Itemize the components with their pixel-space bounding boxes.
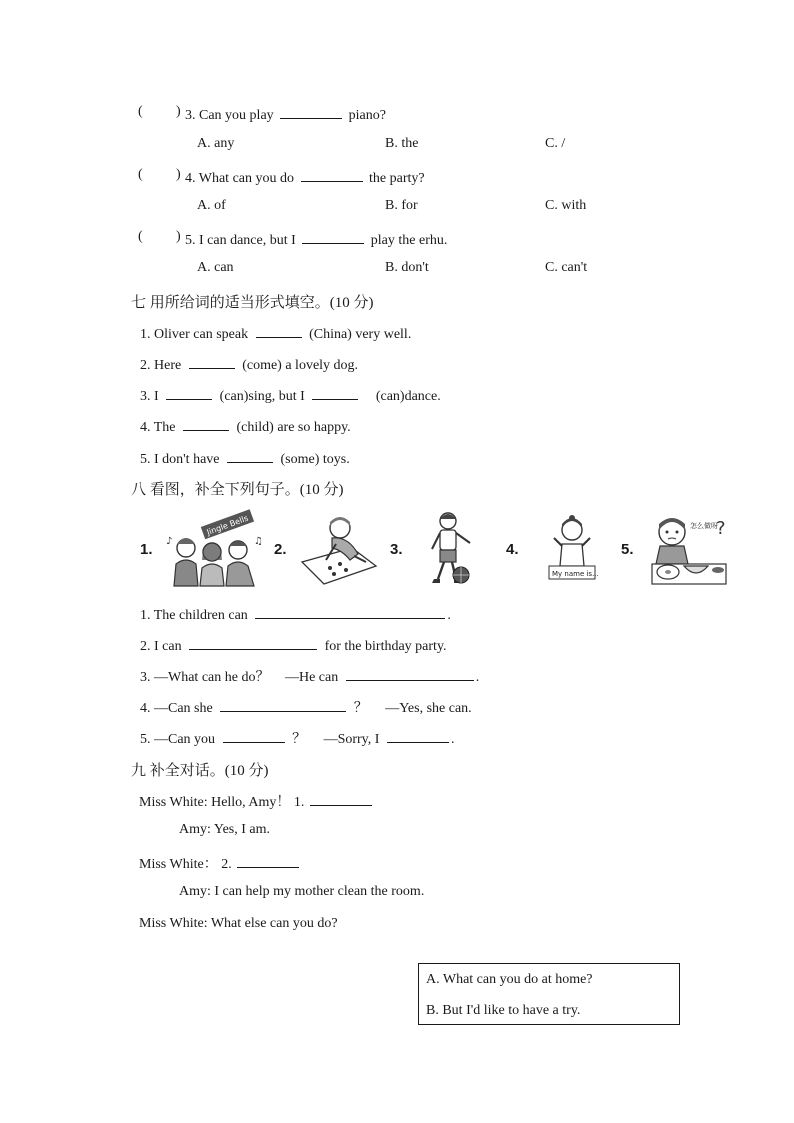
answer-paren-open: ( <box>138 167 143 182</box>
item-text: 5. I don't have <box>140 452 220 467</box>
item-text-end: (child) are so happy. <box>236 420 351 435</box>
speaker-name: Amy: <box>179 884 211 899</box>
fill-item-4 <box>140 416 351 436</box>
option-c: C. can't <box>545 260 588 275</box>
option-c: C. with <box>545 198 587 213</box>
picture-item-1 <box>140 604 451 624</box>
item-text-mid: (can)sing, but I <box>219 389 305 404</box>
answer-paren-open: ( <box>138 229 143 244</box>
speaker-name: Amy: <box>179 822 211 837</box>
answer-blank[interactable] <box>301 167 363 182</box>
option-a: A. any <box>197 136 235 151</box>
item-text-end: . <box>450 732 455 747</box>
boy-drawing-image <box>296 514 380 586</box>
dialogue-text: What else can you do? <box>210 916 338 931</box>
option-b: B. don't <box>385 260 429 275</box>
svg-text:♪: ♪ <box>166 536 173 547</box>
item-text: 2. Here <box>140 358 182 373</box>
dialogue-line-2 <box>179 822 270 838</box>
item-text-end: (come) a lovely dog. <box>242 358 359 373</box>
answer-paren-open: ( <box>138 104 143 119</box>
option-a: A. of <box>197 198 226 213</box>
answer-blank[interactable] <box>223 728 285 743</box>
answer-blank[interactable] <box>189 354 235 369</box>
picture-number-5: 5. <box>621 541 634 558</box>
item-text: 5. —Can you <box>140 732 216 747</box>
item-text-end: for the birthday party. <box>324 639 447 654</box>
answer-blank[interactable] <box>255 604 445 619</box>
dialogue-line-4 <box>179 884 424 900</box>
question-stem: 4. What can you do <box>185 171 294 186</box>
picture-number-4: 4. <box>506 541 519 558</box>
answer-paren-close: ) <box>176 104 181 119</box>
picture-item-4 <box>140 697 472 717</box>
item-text-end: . <box>475 670 480 685</box>
dialogue-option-a: A. What can you do at home? <box>426 972 593 987</box>
answer-blank[interactable] <box>387 728 449 743</box>
item-text-mid: —He can <box>284 670 339 685</box>
answer-blank[interactable] <box>237 853 299 868</box>
section-8-title: 八 看图，补全下列句子。(10 分) <box>131 482 344 498</box>
item-answer-text: —Sorry, I <box>323 732 380 747</box>
dialogue-line-1 <box>139 791 372 811</box>
item-text: 1. The children can <box>140 608 248 623</box>
dialogue-line-5 <box>139 916 338 932</box>
dialogue-text: 2. <box>221 857 232 872</box>
question-stem-end: the party? <box>369 171 425 186</box>
svg-text:?: ? <box>716 518 726 539</box>
option-b: B. for <box>385 198 418 213</box>
section-9-title: 九 补全对话。(10 分) <box>131 763 269 779</box>
item-text-mid: ？ <box>353 701 368 716</box>
item-text: 1. Oliver can speak <box>140 327 249 342</box>
answer-blank[interactable] <box>312 385 358 400</box>
picture-number-2: 2. <box>274 541 287 558</box>
fill-item-1 <box>140 323 411 343</box>
thought-text: 怎么做呀 <box>690 522 718 530</box>
item-text-end: . <box>447 608 451 623</box>
girl-cooking-image <box>648 512 730 588</box>
picture-number-3: 3. <box>390 541 403 558</box>
option-c: C. / <box>545 136 566 151</box>
song-sign-text: Jingle Bells <box>205 513 250 537</box>
option-a: A. can <box>197 260 234 275</box>
item-text: 4. —Can she <box>140 701 213 716</box>
answer-blank[interactable] <box>220 697 346 712</box>
speaker-name: Miss White: <box>139 916 208 931</box>
dialogue-text: I can help my mother clean the room. <box>214 884 425 899</box>
boy-basketball-image <box>424 511 480 589</box>
speaker-name: Miss White: <box>139 795 208 810</box>
answer-blank[interactable] <box>166 385 212 400</box>
answer-blank[interactable] <box>189 635 317 650</box>
dialogue-text: Yes, I am. <box>213 822 271 837</box>
question-stem: 5. I can dance, but I <box>185 233 296 248</box>
svg-text:♫: ♫ <box>254 536 263 547</box>
item-answer-text: —Yes, she can. <box>385 701 472 716</box>
item-text-end: (China) very well. <box>309 327 412 342</box>
dialogue-option-b: B. But I'd like to have a try. <box>426 1003 581 1018</box>
answer-paren-close: ) <box>176 229 181 244</box>
picture-item-5 <box>140 728 454 748</box>
speaker-name: Miss White： <box>139 857 218 872</box>
picture-number-1: 1. <box>140 541 153 558</box>
item-text-end: (some) toys. <box>280 452 350 467</box>
fill-item-5 <box>140 448 350 468</box>
item-text-mid: ？ <box>292 732 307 747</box>
item-text: 3. I <box>140 389 159 404</box>
question-stem: 3. Can you play <box>185 108 274 123</box>
question-stem-end: piano? <box>348 108 386 123</box>
item-text: 2. I can <box>140 639 182 654</box>
fill-item-3 <box>140 385 441 405</box>
fill-item-2 <box>140 354 358 374</box>
item-text: 4. The <box>140 420 176 435</box>
answer-blank[interactable] <box>346 666 474 681</box>
children-singing-image <box>162 514 262 586</box>
answer-blank[interactable] <box>256 323 302 338</box>
option-b: B. the <box>385 136 419 151</box>
girl-introducing-image <box>546 514 598 584</box>
answer-blank[interactable] <box>310 791 372 806</box>
answer-blank[interactable] <box>280 104 342 119</box>
answer-blank[interactable] <box>302 229 364 244</box>
answer-blank[interactable] <box>183 416 229 431</box>
name-sign-text: My name is... <box>552 570 599 578</box>
dialogue-text: Hello, Amy！ 1. <box>211 795 305 810</box>
picture-item-2 <box>140 635 447 655</box>
question-stem-end: play the erhu. <box>370 233 448 248</box>
dialogue-line-3 <box>139 853 299 873</box>
answer-blank[interactable] <box>227 448 273 463</box>
item-text: 3. —What can he do？ <box>140 670 270 685</box>
answer-paren-close: ) <box>176 167 181 182</box>
section-7-title: 七 用所给词的适当形式填空。(10 分) <box>131 295 374 311</box>
picture-item-3 <box>140 666 479 686</box>
item-text-end: (can)dance. <box>375 389 441 404</box>
